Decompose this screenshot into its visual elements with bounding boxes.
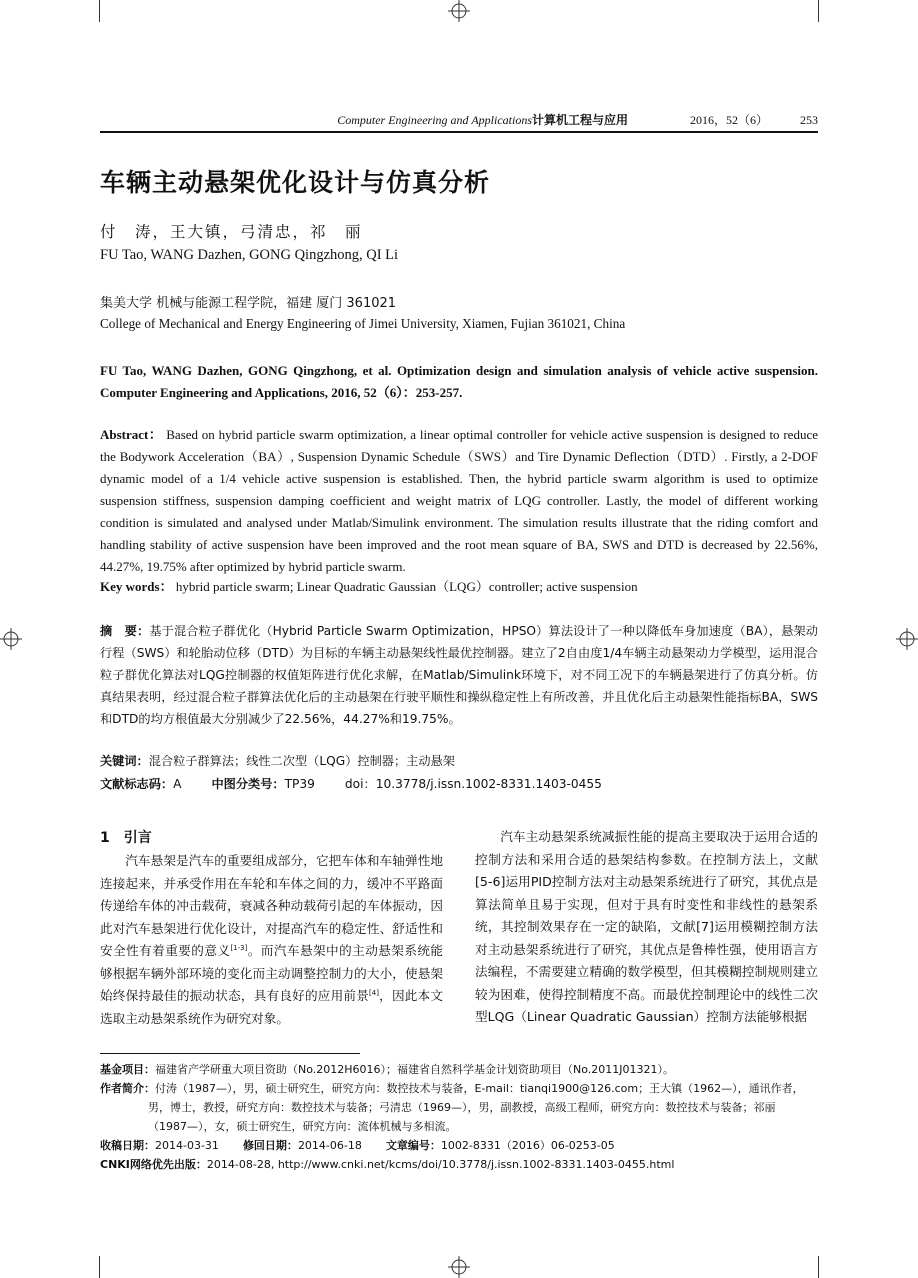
body-text: 而汽车悬架中的主动悬架系统能够根据车辆外部环境的变化而主动调整控制力的大小，使悬架始终保持最佳的振动状态，具有良好的应用前景 [100, 943, 444, 1003]
abstract-en [100, 424, 818, 578]
journal-name-en: Computer Engineering and Applications [337, 113, 532, 127]
journal-name-cn: 计算机工程与应用 [531, 113, 628, 127]
abstract-en-label: Abstract： [100, 427, 163, 442]
crop-mark-top-right-v [818, 0, 819, 22]
citation-line: FU Tao, WANG Dazhen, GONG Qingzhong, et al. Optimization design and simulation analysis of vehicle active suspension. Computer Engineering and Applications, 2016, 52（6）：253-257. [100, 363, 818, 400]
fund-text: 福建省产学研重大项目资助（No.2012H6016）；福建省自然科学基金计划资助项目（No.2011J01321）。 [155, 1063, 675, 1076]
abstract-en-text: Based on hybrid particle swarm optimization, a linear optimal controller for vehicle active suspension is designed to reduce the Bodywork Acceleration（BA）, Suspension Dynamic Schedule（SWS）and Tire Dynamic Deflection（DTD）. Firstly, a 2-DOF dynamic model of a 1/4 vehicle active suspension is established. Then, the hybrid particle swarm algorithm is used to optimize suspension stiffness, suspension damping coefficient and weight matrix of LQG controller. Lastly, the model of different working condition is simulated and analysed under Matlab/Simulink environment. The simulation results illustrate that the riding comfort and handling stability of active suspension have been improved and the root mean square of BA, SWS and DTD is decreased by 22.56%, 44.27%, 19.75% after optimized by hybrid particle swarm. [100, 427, 818, 574]
abstract-cn-text: 基于混合粒子群优化（Hybrid Particle Swarm Optimization，HPSO）算法设计了一种以降低车身加速度（BA），悬架动行程（SWS）和轮胎动位移（DTD）为目标的车辆主动悬架线性最优控制器。建立了2自由度1/4车辆主动悬架动力学模型，运用混合粒子群优化算法对LQG控制器的权值矩阵进行优化求解，在Matlab/Simulink环境下，对不同工况下的车辆悬架进行了仿真分析。仿真结果表明，经过混合粒子群算法优化后的主动悬架在行驶平顺性和操纵稳定性上有所改善，并且优化后主动悬架性能指标BA，SWS和DTD的均方根值最大分别减少了22.56%，44.27%和19.75%。 [100, 624, 818, 726]
doc-code-label: 文献标志码： [100, 777, 174, 791]
body-column-right [475, 826, 818, 1029]
keywords-cn-text: 混合粒子群算法；线性二次型（LQG）控制器；主动悬架 [148, 754, 455, 768]
received-label: 收稿日期： [100, 1139, 155, 1152]
registration-mark-left [0, 628, 22, 650]
body-column-left [100, 826, 443, 1030]
body-text: 汽车悬架是汽车的重要组成部分，它把车体和车轴弹性地连接起来，并承受作用在车轮和车体之间的力，缓冲不平路面传递给车体的冲击载荷，衰减各种动载荷引起的车体振动，因此对汽车悬架进行优化设计，对提高汽车的稳定性、舒适性和安全性有着重要的意义 [100, 853, 443, 958]
author-bio [100, 1079, 818, 1098]
cnki-label: CNKI网络优先出版： [100, 1158, 207, 1171]
keywords-en-text: hybrid particle swarm; Linear Quadratic Gaussian（LQG）controller; active suspension [175, 579, 638, 594]
author-bio-continued: 男，博士，教授，研究方向：数控技术与装备；弓清忠（1969—），男，副教授，高级工程师，研究方向：数控技术与装备；祁丽 [148, 1101, 776, 1114]
article-number-label: 文章编号： [385, 1139, 441, 1152]
running-head [100, 111, 818, 129]
bio-label: 作者简介： [100, 1082, 155, 1095]
dates-row [100, 1136, 818, 1155]
issue-info: 2016，52（6） [689, 113, 768, 127]
doi-label: doi： [344, 777, 376, 791]
authors-en: FU Tao, WANG Dazhen, GONG Qingzhong, QI Li [100, 247, 399, 263]
page-number: 253 [800, 113, 818, 127]
doi-value: 10.3778/j.issn.1002-8331.1403-0455 [375, 777, 602, 791]
clc-label: 中图分类号： [211, 777, 285, 791]
fund-note [100, 1060, 818, 1079]
registration-mark-bottom [448, 1256, 470, 1278]
abstract-cn [100, 620, 818, 730]
body-paragraph: 汽车主动悬架系统减振性能的提高主要取决于运用合适的控制方法和采用合适的悬架结构参数。在控制方法上，文献[5-6]运用PID控制方法对主动悬架系统进行了研究，其优点是算法简单且易于实现，但对于具有时变性和非线性的悬架系统，其控制效果存在一定的缺陷，文献[7]运用模糊控制方法对主动悬架系统进行了研究，其优点是鲁棒性强，使用语言方法编程，不需要建立精确的数学模型，但其模糊控制规则建立较为困难，使得控制精度不高。而最优控制理论中的线性二次型LQG（Linear Quadratic Gaussian）控制方法能够根据 [475, 829, 818, 1024]
bio-text: 付涛（1987—），男，硕士研究生，研究方向：数控技术与装备，E-mail：tianqi1900@126.com；王大镇（1962—），通讯作者， [155, 1082, 804, 1095]
reference-marker: [1-3] [230, 943, 248, 952]
abstract-cn-label: 摘 要： [100, 624, 150, 638]
crop-mark-top-left-v [99, 0, 100, 22]
body-text: 。 [247, 943, 261, 958]
article-number: 1002-8331（2016）06-0253-05 [440, 1139, 615, 1152]
authors-cn: 付 涛，王大镇，弓清忠，祁 丽 [100, 223, 363, 241]
author-bio-continued: （1987—），女，硕士研究生，研究方向：流体机械与多相流。 [148, 1120, 457, 1133]
received-date: 2014-03-31 [155, 1139, 219, 1152]
clc-value: TP39 [284, 777, 315, 791]
section-heading-introduction: 1 引言 [100, 830, 152, 846]
revised-date: 2014-06-18 [297, 1139, 362, 1152]
body-text: ，因此本文选取主动悬架系统作为研究对象。 [100, 988, 444, 1026]
fund-label: 基金项目： [100, 1063, 155, 1076]
affiliation-en: College of Mechanical and Energy Engineering of Jimei University, Xiamen, Fujian 361021, China [100, 316, 626, 331]
classification-codes [100, 773, 818, 795]
paper-title: 车辆主动悬架优化设计与仿真分析 [100, 168, 491, 197]
footnote-rule [100, 1053, 360, 1054]
keywords-en-label: Key words： [100, 579, 173, 594]
keywords-cn-label: 关键词： [100, 754, 149, 768]
revised-label: 修回日期： [242, 1139, 298, 1152]
journal-name [337, 111, 628, 129]
cnki-row [100, 1155, 818, 1174]
header-rule [100, 131, 818, 133]
crop-mark-bottom-left-v [99, 1256, 100, 1278]
keywords-cn [100, 750, 818, 772]
doc-code-value: A [173, 777, 182, 791]
footnotes [100, 1060, 818, 1174]
crop-mark-bottom-right-v [818, 1256, 819, 1278]
reference-marker: [4] [369, 988, 379, 997]
registration-mark-right [896, 628, 918, 650]
affiliation-cn: 集美大学 机械与能源工程学院，福建 厦门 361021 [100, 296, 397, 311]
keywords-en [100, 576, 818, 598]
body-paragraph [100, 850, 443, 1030]
cnki-link: 2014-08-28, http://www.cnki.net/kcms/doi/10.3778/j.issn.1002-8331.1403-0455.html [206, 1158, 675, 1171]
registration-mark-top [448, 0, 470, 22]
